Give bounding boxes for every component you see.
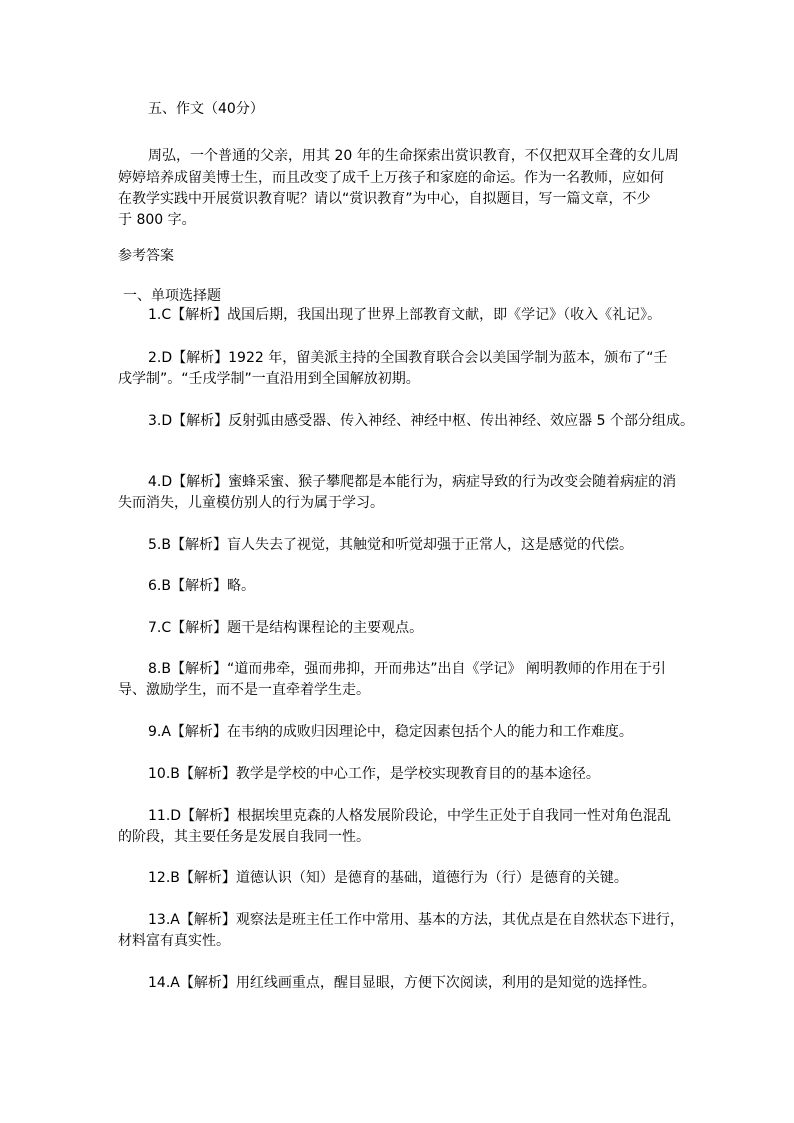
section-five-heading: 五、作文（40分） (148, 101, 264, 117)
answer-line: 10.B【解析】教学是学校的中心工作，是学校实现教育目的的基本途径。 (148, 766, 600, 782)
answer-line: 13.A【解析】观察法是班主任工作中常用、基本的方法，其优点是在自然状态下进行， (148, 912, 684, 928)
answer-line: 2.D【解析】1922 年，留美派主持的全国教育联合会以美国学制为蓝本，颁布了“壬 (148, 350, 668, 366)
essay-prompt-line: 周弘，一个普通的父亲，用其 20 年的生命探索出赏识教育，不仅把双耳全聋的女儿周 (148, 148, 679, 164)
answer-line: 的阶段，其主要任务是发展自我同一性。 (118, 829, 370, 845)
essay-prompt-line: 在教学实践中开展赏识教育呢？请以“赏识教育”为中心，自拟题目，写一篇文章，不少 (118, 191, 651, 207)
answer-line: 4.D【解析】蜜蜂采蜜、猴子攀爬都是本能行为，病症导致的行为改变会随着病症的消 (148, 474, 677, 490)
answer-line: 7.C【解析】题干是结构课程论的主要观点。 (148, 620, 424, 636)
answer-line: 3.D【解析】反射弧由感受器、传入神经、神经中枢、传出神经、效应器 5 个部分组成。 (148, 413, 694, 429)
answer-line: 12.B【解析】道德认识（知）是德育的基础，道德行为（行）是德育的关键。 (148, 870, 628, 886)
part-one-heading: 一、单项选择题 (123, 288, 221, 304)
answer-line: 5.B【解析】盲人失去了视觉，其触觉和听觉却强于正常人，这是感觉的代偿。 (148, 537, 633, 553)
essay-prompt-line: 婷婷培养成留美博士生，而且改变了成千上万孩子和家庭的命运。作为一名教师，应如何 (118, 170, 664, 186)
answer-line: 1.C【解析】战国后期，我国出现了世界上部教育文献，即《学记》（收入《礼记》。 (148, 307, 662, 323)
answer-line: 11.D【解析】根据埃里克森的人格发展阶段论，中学生正处于自我同一性对角色混乱 (148, 808, 672, 824)
essay-prompt-line: 于 800 字。 (118, 212, 196, 228)
answer-line: 14.A【解析】用红线画重点，醒目显眼，方便下次阅读，利用的是知觉的选择性。 (148, 975, 656, 991)
answer-line: 材料富有真实性。 (118, 933, 230, 949)
answer-line: 9.A【解析】在韦纳的成败归因理论中，稳定因素包括个人的能力和工作难度。 (148, 724, 633, 740)
answer-line: 失而消失，儿童模仿别人的行为属于学习。 (118, 495, 384, 511)
answer-line: 8.B【解析】“道而弗牵，强而弗抑，开而弗达”出自《学记》 阐明教师的作用在于引 (148, 661, 666, 677)
answer-line: 6.B【解析】略。 (148, 578, 255, 594)
reference-answers-title: 参考答案 (118, 248, 174, 264)
answer-line: 戌学制”。“壬戌学制”一直沿用到全国解放初期。 (118, 371, 420, 387)
answer-line: 导、激励学生，而不是一直牵着学生走。 (118, 682, 370, 698)
